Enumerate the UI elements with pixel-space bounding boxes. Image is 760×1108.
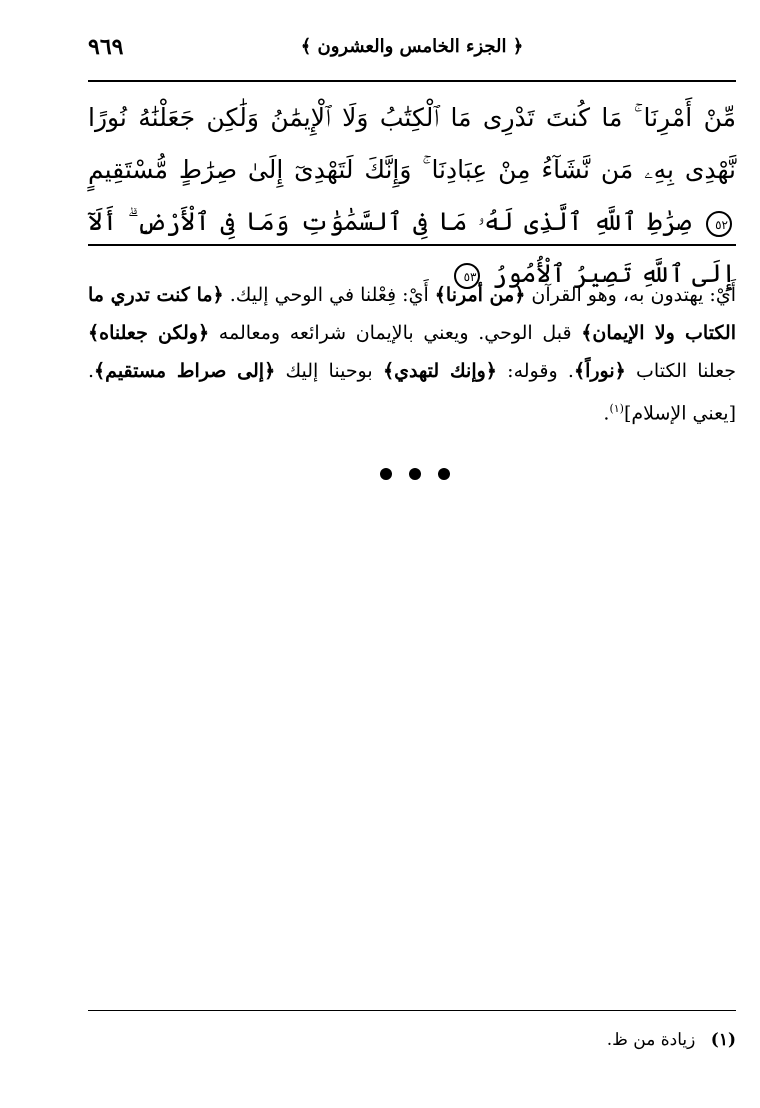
commentary-paragraph — [88, 276, 736, 432]
footnote — [88, 1030, 736, 1050]
commentary-text: . — [603, 402, 610, 425]
commentary-text: قبل الوحي. ويعني بالإيمان شرائعه ومعالمه — [209, 322, 582, 344]
ayah-number-marker-53: ٥٣ — [454, 263, 480, 289]
quoted-verse: ﴿وإنك لتهدي﴾ — [382, 360, 497, 382]
commentary-text: بوحينا إليك — [275, 360, 383, 382]
quoted-verse: ﴿إلى صراط مستقيم﴾ — [94, 360, 276, 382]
quoted-verse: ﴿ما كنت تدري ما الكتاب ولا الإيمان﴾ — [88, 284, 736, 344]
page-header — [88, 34, 736, 68]
footnote-reference[interactable]: (١) — [609, 402, 624, 415]
verse-text-53: صِرَٰطِ ٱللَّهِ ٱلَّذِى لَهُۥ مَا فِى ٱلسَّمَٰوَٰتِ وَمَا فِى ٱلْأَرْضِ ۗ أَلَآ إِلَى ٱللَّهِ تَصِيرُ ٱلْأُمُورُ — [88, 207, 736, 288]
running-title: ﴿ الجزء الخامس والعشرون ﴾ — [300, 36, 524, 57]
separator-dot — [438, 468, 450, 480]
section-separator — [380, 464, 450, 484]
commentary-text: أَيْ: فِعْلنا في الوحي إليك. — [223, 284, 435, 306]
commentary-text: . [يعني الإسلام] — [88, 360, 736, 425]
quoted-verse: ﴿من أمرنا﴾ — [434, 284, 526, 306]
quoted-verse: ﴿نوراً﴾ — [573, 360, 626, 382]
footnote-number: (١) — [710, 1030, 736, 1050]
verse-text-52: مِّنْ أَمْرِنَا ۚ مَا كُنتَ تَدْرِى مَا ٱلْكِتَٰبُ وَلَا ٱلْإِيمَٰنُ وَلَٰكِن جَعَلْنَٰهُ نُورًا نَّهْدِى بِهِۦ مَن نَّشَآءُ مِنْ عِبَادِنَا ۚ وَإِنَّكَ لَتَهْدِىٓ إِلَىٰ صِرَٰطٍ مُّسْتَقِيمٍ — [88, 103, 736, 184]
quoted-verse: ﴿ولكن جعلناه﴾ — [88, 322, 210, 344]
footnote-rule — [88, 1010, 736, 1011]
quran-verses — [88, 92, 736, 300]
ayah-number-marker-52: ٥٢ — [706, 211, 732, 237]
commentary-text: أَيْ: يهتدون به، وهو القرآن — [525, 284, 736, 306]
commentary-text: جعلنا الكتاب — [625, 360, 737, 382]
commentary-text: . وقوله: — [496, 360, 574, 382]
separator-dot — [409, 468, 421, 480]
header-rule — [88, 80, 736, 82]
verses-rule — [88, 244, 736, 246]
footnote-text: زيادة من ظ. — [606, 1030, 696, 1050]
separator-dot — [380, 468, 392, 480]
page-number: ٩٦٩ — [88, 34, 124, 60]
